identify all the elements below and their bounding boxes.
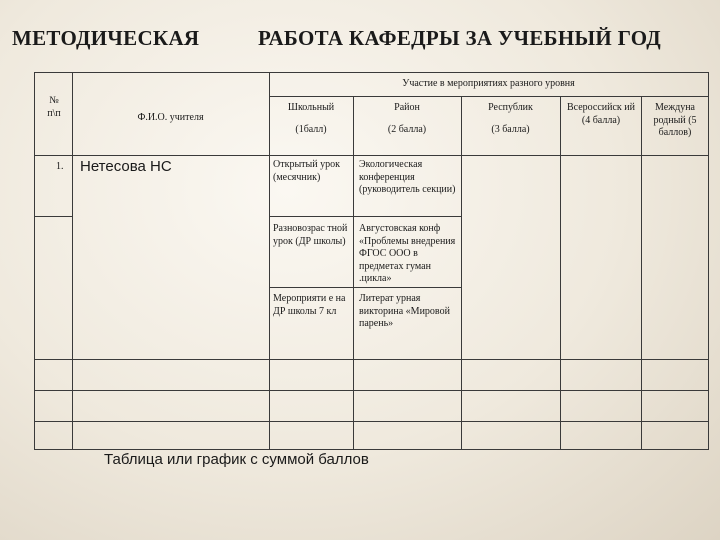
col-divider — [353, 96, 354, 449]
title-left: МЕТОДИЧЕСКАЯ — [12, 26, 200, 50]
row-divider — [35, 155, 708, 156]
row-divider — [35, 359, 708, 360]
col-divider — [72, 73, 73, 449]
district-event: Литерат урная викторина «Мировой парень» — [359, 293, 450, 329]
col-header-all-russian: Всероссийск ий (4 балла) — [567, 102, 635, 126]
col-header-district-points: (2 балла) — [387, 124, 427, 135]
district-event: Экологическая конференция (руководитель секции) — [359, 159, 456, 195]
row-divider — [35, 421, 708, 422]
row-divider — [269, 287, 461, 288]
col-header-republic-points: (3 балла) — [491, 124, 530, 135]
row-divider — [269, 96, 708, 97]
col-header-school: Школьный — [287, 102, 335, 113]
district-event: Августовская конф «Проблемы внедрения ФГОС ООО в предметах гуман .цикла» — [359, 223, 456, 284]
row-divider — [35, 216, 72, 217]
school-event: Открытый урок (месячник) — [273, 159, 340, 183]
col-divider — [461, 96, 462, 449]
col-header-international: Междуна родный (5 баллов) — [653, 102, 697, 138]
methodical-work-table — [34, 72, 709, 450]
col-header-republic: Республик — [488, 102, 533, 113]
title-right: РАБОТА КАФЕДРЫ ЗА УЧЕБНЫЙ ГОД — [258, 26, 662, 50]
col-divider — [641, 96, 642, 449]
col-header-school-points: (1балл) — [295, 124, 327, 135]
col-header-district: Район — [394, 102, 420, 113]
group-header: Участие в мероприятиях разного уровня — [402, 78, 575, 89]
row-divider — [35, 390, 708, 391]
table-caption: Таблица или график с суммой баллов — [104, 451, 369, 468]
school-event: Мероприяти е на ДР школы 7 кл — [273, 293, 346, 317]
col-header-teacher: Ф.И.О. учителя — [137, 112, 204, 123]
school-event: Разновозрас тной урок (ДР школы) — [273, 223, 348, 247]
col-header-number: № п\п — [47, 95, 61, 119]
col-divider — [560, 96, 561, 449]
teacher-name: Нетесова НС — [80, 158, 172, 175]
row-divider — [269, 216, 461, 217]
row-number: 1. — [56, 161, 64, 172]
